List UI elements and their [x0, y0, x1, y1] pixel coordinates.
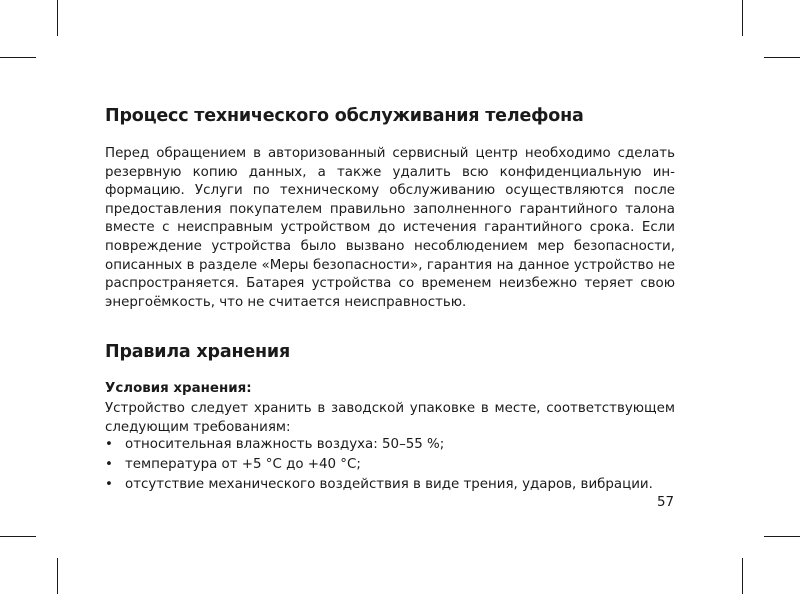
storage-heading: Правила хранения: [105, 342, 291, 362]
list-item: [105, 455, 675, 475]
storage-conditions-subheading: Условия хранения:: [105, 381, 252, 396]
list-item-text: относительная влажность воздуха: 50–55 %;: [125, 437, 445, 452]
crop-mark-top-right-horizontal: [764, 57, 800, 58]
list-item-text: отсутствие механического воздействия в виде трения, ударов, вибрации.: [125, 477, 653, 492]
page-number: 57: [656, 495, 674, 510]
crop-mark-bottom-left-vertical: [57, 558, 58, 594]
bullet-icon: •: [105, 437, 113, 452]
crop-mark-bottom-right-vertical: [742, 558, 743, 594]
bullet-icon: •: [105, 477, 113, 492]
maintenance-paragraph: Перед обращением в авторизованный сервисный центр необходимо сделать резервную копию данных, а также удалить всю конфиденциальную информацию. Услуги по техническому обслуживанию осуществляются после предоставления покупателем правильно заполненного гарантийного талона вместе с неисправным устройством до истечения гарантийного срока. Если повреждение устройства было вызвано несоблюдением мер безопасности, описанных в разделе «Меры безопасности», гарантия на данное устройство не распространяется. Батарея устройства со временем неизбежно теряет свою энергоёмкость, что не считается неисправностью.: [105, 146, 675, 310]
crop-mark-top-left-horizontal: [0, 57, 36, 58]
bullet-icon: •: [105, 457, 113, 472]
crop-mark-top-right-vertical: [742, 0, 743, 36]
storage-requirements-list: [105, 435, 675, 495]
maintenance-heading: Процесс технического обслуживания телефона: [105, 106, 584, 126]
list-item-text: температура от +5 °C до +40 °C;: [125, 457, 361, 472]
crop-mark-bottom-right-horizontal: [764, 536, 800, 537]
crop-mark-top-left-vertical: [57, 0, 58, 36]
crop-mark-bottom-left-horizontal: [0, 536, 36, 537]
list-item: [105, 435, 675, 455]
storage-paragraph: Устройство следует хранить в заводской упаковке в месте, соответствующем следующим требованиям:: [105, 401, 675, 435]
list-item: [105, 475, 675, 495]
